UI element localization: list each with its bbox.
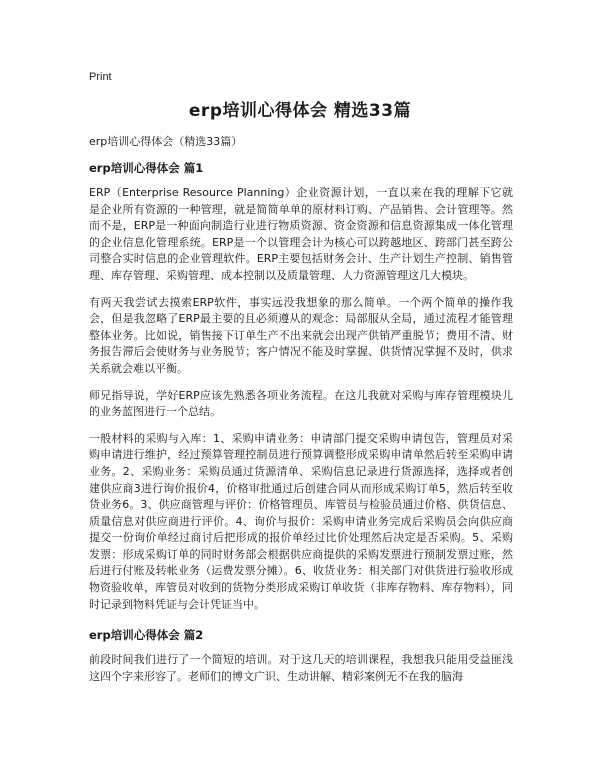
paragraph: 有两天我尝试去摸索ERP软件，事实远没我想象的那么简单。一个两个简单的操作我会，但是我忽略了ERP最主要的且必须遵从的观念：局部服从全局，通过流程才能管理整体业务。比如说，销售接下订单生产不出来就会出现产供销严重脱节；费用不清、财务报告滞后会使财务与业务脱节；客户情况不能及时掌握、供货情况掌握不及时，供求关系就会难以平衡。 [89, 295, 513, 375]
paragraph: ERP（Enterprise Resource Planning）企业资源计划，一直以来在我的理解下它就是企业所有资源的一种管理，就是简简单单的原材料订购、产品销售、会计管理等。然而不是，ERP是一种面向制造行业进行物质资源、资金资源和信息资源集成一体化管理的企业信息化管理系统。ERP是一个以管理会计为核心可以跨越地区、跨部门甚至跨公司整合实时信息的企业管理软件。ERP主要包括财务会计、生产计划生产控制、销售管理、库存管理、采购管理、成本控制以及质量管理、人力资源管理这几大模块。 [89, 186, 513, 282]
section-1 [89, 160, 513, 613]
document-body [89, 160, 513, 695]
section-heading: erp培训心得体会 篇2 [89, 628, 204, 643]
paragraph: 一般材料的采购与入库：1、采购申请业务：申请部门提交采购申请包告，管理员对采购申请进行维护，经过预算管理控制员进行预算调整形成采购申请单然后转至采购申请业务。2、采购业务：采购员通过货源清单、采购信息记录进行货源选择，选择或者创建供应商3进行询价报价4，价格审批通过后创建合同从而形成采购订单5，然后转至收货业务6。3、供应商管理与评价：价格管理员、库管员与检验员通过价格、供货信息、质量信息对供应商进行评价。4、询价与报价：采购申请业务完成后采购员会向供应商提交一份询价单经过商讨后把形成的报价单经过比价处理然后决定是否采购。5、采购发票：形成采购订单的同时财务部会根据供应商提供的采购发票进行预制发票过账，然后进行付账及转帐业务（运费发票分摊）。6、收货业务：相关部门对供货进行验收形成物资验收单，库管员对收到的货物分类形成采购订单收货（非库存物料、库存物料），同时记录到物料凭证与会计凭证当中。 [89, 431, 513, 611]
paragraph: 师兄指导说，学好ERP应该先熟悉各项业务流程。在这儿我就对采购与库存管理模块儿的业务蓝图进行一个总结。 [89, 388, 513, 419]
print-link[interactable]: Print [89, 71, 112, 83]
paragraph: 前段时间我们进行了一个简短的培训。对于这几天的培训课程，我想我只能用受益匪浅这四个字来形容了。老师们的博文广识、生动讲解、精彩案例无不在我的脑海 [89, 653, 513, 683]
page-title: erp培训心得体会 精选33篇 [188, 101, 412, 121]
section-2 [89, 627, 513, 685]
document-subtitle: erp培训心得体会（精选33篇） [89, 135, 243, 148]
section-heading: erp培训心得体会 篇1 [89, 161, 204, 175]
